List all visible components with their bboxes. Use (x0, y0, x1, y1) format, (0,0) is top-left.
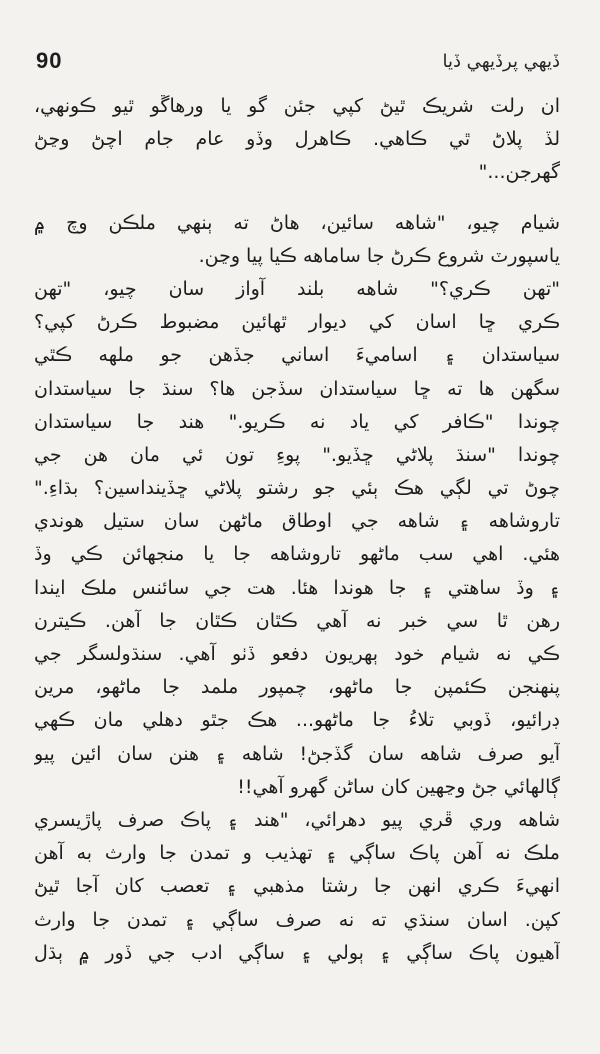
text-line: ڊرائيو، ڏوبي تلاءُ جا ماڻهو... هڪ جٿو دهلي مان ڪهي (34, 709, 560, 732)
text-line: ان رلت شريڪ ٿيڻ کپي جئن گو يا ورهاڱو ٿيو ڪونهي، (34, 95, 560, 117)
text-line: تاروشاهه ۽ شاهه جي اوطاق ماڻهن سان ستيل هوندي (34, 510, 560, 533)
text-line: چوندا "سنڌ پلاڻي ڇڏيو." پوءِ تون ئي مان هن جي (34, 443, 560, 466)
text-line: ڪي نه شيام خود ٻهريون دفعو ڏٺو آهي. سنڌولسگر جي (34, 643, 560, 665)
paragraph-1 (34, 90, 560, 190)
text-line: هئي. اهي سب ماڻهو تاروشاهه جا يا منجهائن ڪي وڏ (34, 543, 560, 566)
text-line: لڏ پلاڻ ٿي ڪاهي. ڪاهرل وڏو عام جام اچڻ وڃڻ (34, 128, 560, 151)
running-head: ڏيهي پرڏيهي ڏيا (442, 50, 560, 72)
text-line: "تهن ڪري؟" شاهه بلند آواز سان چيو، "تهن (34, 277, 560, 300)
text-line: ڪري ڇا اسان کي ديوار ٿهائين مضبوط ڪرڻ کپي؟ (34, 311, 560, 334)
paragraph-2 (34, 207, 560, 506)
page-header (36, 44, 560, 78)
text-line: پنهنجن ڪئمپن جا ماڻهو، چمپور ملمد جا ماڻهو، مرين (34, 676, 560, 699)
text-line: ۽ وڏ ساهتي ۽ جا هوندا هئا. هت جي سائنس ملڪ ايندا (34, 576, 560, 599)
paragraph-4 (34, 804, 560, 970)
text-line: ڳالهائي جڻ وڃهين کان ساڻن گهرو آهي!! (237, 775, 560, 798)
text-line: آيو صرف شاهه سان گڏجڻ! شاهه ۽ هنن سان ائين پيو (34, 742, 560, 765)
text-line: کپن. اسان سنڌي ته نه صرف ساڳي ۽ تمدن جا وارث (34, 908, 560, 931)
page-number: 90 (36, 48, 63, 73)
text-line: ملڪ نه آهن پاڪ ساڳي ۽ تهذيب و تمدن جا وارث به آهن (34, 842, 560, 865)
text-line: رهن ٿا سي خبر نه آهي ڪٿان ڪٿان جا آهن. ڪيترن (34, 609, 560, 632)
text-line: انهيءَ ڪري انهن جا رشتا مذهبي ۽ تعصب کان آجا ٿيڻ (34, 875, 560, 898)
paragraph-3 (34, 505, 560, 804)
text-line: آهيون پاڪ ساڳي ۽ ٻولي ۽ ساڳي ادب جي ڏور ۾ ٻڌل (34, 941, 560, 964)
text-line: چوندا "ڪافر کي ياد نه ڪريو." هند جا سياستدان (34, 410, 560, 433)
text-line: سگهن ها ته ڇا سياستدان سڏجن ها؟ سنڌ جا سياستدان (34, 377, 560, 400)
text-line: شيام چيو، "شاهه سائين، هاڻ ته ٻنهي ملڪن وچ ۾ (34, 211, 560, 234)
text-line: سياستدان ۽ اساميءَ اساني جڏهن جو ملهه ڪٿي (34, 344, 560, 367)
text-line: چوڻ تي لڳي هڪ ٻئي جو رشتو پلاڻي ڇڏينداسين؟ بڌاءِ." (34, 477, 560, 500)
body-text (34, 90, 560, 970)
text-line: گهرجن..." (478, 161, 560, 184)
text-line: شاهه وري ڦري پيو دهرائي، "هند ۽ پاڪ صرف پاڙيسري (34, 808, 560, 831)
text-line: ياسپورٽ شروع ڪرڻ جا ساماهه ڪيا پيا وڃن. (198, 244, 560, 267)
